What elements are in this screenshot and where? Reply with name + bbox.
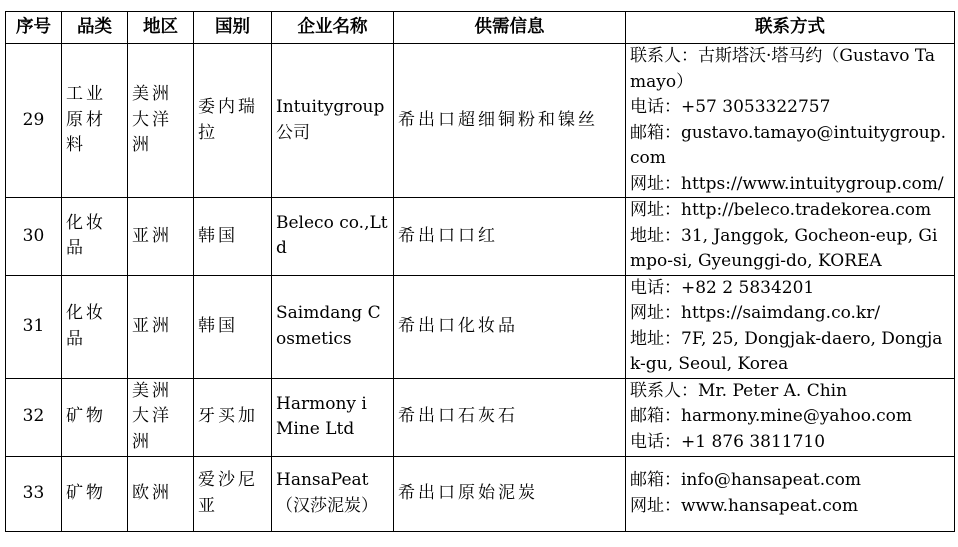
cell-category: 矿物 [62,456,128,531]
header-supply-demand-info: 供需信息 [394,12,626,44]
cell-serial-no: 30 [6,198,62,276]
contact-phone: 电话：+82 2 5834201 [630,277,815,298]
cell-supply-demand-info: 希出口超细铜粉和镍丝 [394,44,626,198]
contact-person: 联系人：Mr. Peter A. Chin [630,380,848,401]
cell-contact-info [626,456,955,531]
cell-category: 工业原材料 [62,44,128,198]
cell-country: 韩国 [194,198,272,276]
supply-demand-table [5,11,955,532]
table-row [6,456,955,531]
cell-supply-demand-info: 希出口化妆品 [394,275,626,378]
contact-address: 地址：31, Janggok, Gocheon-eup, Gimpo-si, Gyeunggi-do, KOREA [630,225,938,271]
header-region: 地区 [128,12,194,44]
header-category: 品类 [62,12,128,44]
contact-email: 邮箱：gustavo.tamayo@intuitygroup.com [630,122,947,168]
header-company-name: 企业名称 [272,12,394,44]
cell-company-name: HansaPeat（汉莎泥炭） [272,456,394,531]
cell-company-name: Harmony i Mine Ltd [272,378,394,456]
cell-country: 委内瑞拉 [194,44,272,198]
contact-website: 网址：http://beleco.tradekorea.com [630,200,932,220]
cell-category: 化妆品 [62,275,128,378]
cell-region: 亚洲 [128,198,194,276]
cell-category: 化妆品 [62,198,128,276]
cell-serial-no: 32 [6,378,62,456]
cell-serial-no: 33 [6,456,62,531]
contact-phone: 电话：+57 3053322757 [630,97,831,117]
cell-contact-info [626,44,955,198]
cell-contact-info [626,275,955,378]
cell-region: 亚洲 [128,275,194,378]
cell-category: 矿物 [62,378,128,456]
header-country: 国别 [194,12,272,44]
table-header-row [6,12,955,44]
cell-region: 美洲大洋洲 [128,44,194,198]
contact-email: 邮箱：info@hansapeat.com [630,470,861,490]
table-row [6,198,955,276]
cell-company-name: Intuitygroup公司 [272,44,394,198]
table-row [6,44,955,198]
cell-serial-no: 31 [6,275,62,378]
cell-supply-demand-info: 希出口口红 [394,198,626,276]
cell-serial-no: 29 [6,44,62,198]
table-row [6,378,955,456]
contact-email: 邮箱：harmony.mine@yahoo.com [630,406,912,427]
cell-contact-info [626,378,955,456]
cell-country: 牙买加 [194,378,272,456]
cell-supply-demand-info: 希出口原始泥炭 [394,456,626,531]
contact-phone: 电话：+1 876 3811710 [630,431,826,452]
cell-country: 韩国 [194,275,272,378]
contact-website: 网址：www.hansapeat.com [630,495,859,516]
cell-company-name: Beleco co.,Ltd [272,198,394,276]
contact-website: 网址：https://www.intuitygroup.com/ [630,173,944,194]
header-contact-info: 联系方式 [626,12,955,44]
cell-country: 爱沙尼亚 [194,456,272,531]
cell-supply-demand-info: 希出口石灰石 [394,378,626,456]
cell-company-name: Saimdang Cosmetics [272,275,394,378]
contact-person: 联系人：古斯塔沃·塔马约（Gustavo Tamayo） [630,46,936,92]
header-serial-no: 序号 [6,12,62,44]
cell-contact-info [626,198,955,276]
table-row [6,275,955,378]
cell-region: 美洲大洋洲 [128,378,194,456]
cell-region: 欧洲 [128,456,194,531]
contact-website: 网址：https://saimdang.co.kr/ [630,303,881,323]
contact-address: 地址：7F, 25, Dongjak-daero, Dongjak-gu, Seoul, Korea [630,328,943,374]
